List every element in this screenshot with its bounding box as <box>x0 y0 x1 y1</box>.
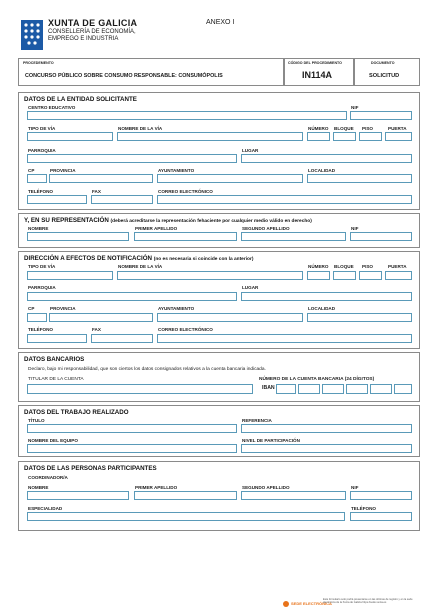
iban-input[interactable] <box>276 384 296 394</box>
not-piso-input[interactable] <box>359 271 382 280</box>
nombre-equipo-input[interactable] <box>27 444 237 453</box>
especialidad-input[interactable] <box>27 512 345 521</box>
piso-input[interactable] <box>359 132 382 141</box>
nombre-equipo-label: NOMBRE DEL EQUIPO <box>28 438 78 443</box>
not-cp-label: CP <box>28 306 35 311</box>
localidad-input[interactable] <box>307 174 412 183</box>
rep-apellido2-label: SEGUNDO APELLIDO <box>242 226 290 231</box>
part-telefono-label: TELÉFONO <box>351 506 377 511</box>
not-parroquia-label: PARROQUIA <box>28 285 56 290</box>
parroquia-label: PARROQUIA <box>28 148 56 153</box>
xunta-emblem-icon <box>21 20 43 50</box>
rep-apellido1-label: PRIMER APELLIDO <box>135 226 178 231</box>
parroquia-input[interactable] <box>27 154 237 163</box>
tipo-via-input[interactable] <box>27 132 113 141</box>
applicant-title: DATOS DE LA ENTIDAD SOLICITANTE <box>24 96 137 103</box>
part-apellido1-label: PRIMER APELLIDO <box>135 485 178 490</box>
centro-label: CENTRO EDUCATIVO <box>28 105 76 110</box>
account-dc-input[interactable] <box>346 384 368 394</box>
account-number-label: NÚMERO DE LA CUENTA BANCARIA (24 DÍGITOS) <box>259 377 375 382</box>
not-telefono-label: TELÉFONO <box>28 327 54 332</box>
referencia-label: REFERENCIA <box>242 418 272 423</box>
not-parroquia-input[interactable] <box>27 292 237 301</box>
part-nif-input[interactable] <box>350 491 412 500</box>
part-nombre-input[interactable] <box>27 491 129 500</box>
telefono-input[interactable] <box>27 195 87 204</box>
nivel-label: NIVEL DE PARTICIPACIÓN <box>242 438 300 443</box>
procedure-box <box>18 58 284 86</box>
tipo-via-label: TIPO DE VÍA <box>28 126 56 131</box>
bloque-label: BLOQUE <box>334 126 354 131</box>
puerta-label: PUERTA <box>388 126 407 131</box>
correo-label: CORREO ELECTRÓNICO <box>158 189 213 194</box>
not-numero-label: NÚMERO <box>308 264 329 269</box>
not-puerta-label: PUERTA <box>388 264 407 269</box>
nif-input[interactable] <box>350 111 412 120</box>
rep-nombre-label: NOMBRE <box>28 226 49 231</box>
not-lugar-label: LUGAR <box>242 285 259 290</box>
rep-nif-label: NIF <box>351 226 359 231</box>
not-puerta-input[interactable] <box>385 271 412 280</box>
iban-label: IBAN <box>262 385 275 391</box>
ayuntamiento-input[interactable] <box>157 174 303 183</box>
rep-nombre-input[interactable] <box>27 232 129 241</box>
part-apellido1-input[interactable] <box>134 491 237 500</box>
not-localidad-label: LOCALIDAD <box>308 306 336 311</box>
representative-title <box>24 217 312 224</box>
cp-label: CP <box>28 168 35 173</box>
lugar-input[interactable] <box>241 154 412 163</box>
footer-note: Este formulario solo podrá presentarse en las oficinas de registro y en la sede electrónica de la Xunta de Galicia https://sede.xunta.es <box>323 598 413 605</box>
not-piso-label: PISO <box>362 264 373 269</box>
not-lugar-input[interactable] <box>241 292 412 301</box>
not-correo-label: CORREO ELECTRÓNICO <box>158 327 213 332</box>
referencia-input[interactable] <box>241 424 412 433</box>
not-ayuntamiento-input[interactable] <box>157 313 303 322</box>
account-block-input[interactable] <box>370 384 392 394</box>
document-value: SOLICITUD <box>369 73 400 79</box>
rep-apellido1-input[interactable] <box>134 232 237 241</box>
procedure-label: PROCEDEMENTO <box>23 61 54 65</box>
notification-title-text: DIRECCIÓN A EFECTOS DE NOTIFICACIÓN <box>24 255 152 262</box>
centro-input[interactable] <box>27 111 347 120</box>
notification-title <box>24 255 253 262</box>
nombre-via-input[interactable] <box>117 132 303 141</box>
nif-label: NIF <box>351 105 359 110</box>
fax-label: FAX <box>92 189 101 194</box>
account-entity-input[interactable] <box>298 384 320 394</box>
org-name: XUNTA DE GALICIA <box>48 18 138 28</box>
procedure-value: CONCURSO PÚBLICO SOBRE CONSUMO RESPONSABLE: CONSUMÓPOLIS <box>25 73 223 79</box>
puerta-input[interactable] <box>385 132 412 141</box>
part-telefono-input[interactable] <box>350 512 412 521</box>
not-bloque-input[interactable] <box>333 271 356 280</box>
sede-electronica-icon <box>283 601 289 607</box>
telefono-label: TELÉFONO <box>28 189 54 194</box>
bloque-input[interactable] <box>333 132 356 141</box>
not-tipo-via-label: TIPO DE VÍA <box>28 264 56 269</box>
not-provincia-label: PROVINCIA <box>50 306 76 311</box>
document-label: DOCUMENTO <box>371 61 395 65</box>
bank-declaration: Declaro, bajo mi responsabilidad, que son ciertos los datos consignados relativos a la cuenta bancaria indicada. <box>28 367 266 372</box>
not-nombre-via-label: NOMBRE DE LA VÍA <box>118 264 163 269</box>
not-ayuntamiento-label: AYUNTAMIENTO <box>158 306 195 311</box>
not-tipo-via-input[interactable] <box>27 271 113 280</box>
not-fax-label: FAX <box>92 327 101 332</box>
not-provincia-input[interactable] <box>49 313 153 322</box>
account-office-input[interactable] <box>322 384 344 394</box>
nombre-via-label: NOMBRE DE LA VÍA <box>118 126 163 131</box>
document-box <box>354 58 420 86</box>
numero-input[interactable] <box>307 132 330 141</box>
code-label: CÓDIGO DEL PROCEDIMIENTO <box>288 61 342 65</box>
lugar-label: LUGAR <box>242 148 259 153</box>
provincia-label: PROVINCIA <box>50 168 76 173</box>
not-telefono-input[interactable] <box>27 334 87 343</box>
nivel-input[interactable] <box>241 444 412 453</box>
piso-label: PISO <box>362 126 373 131</box>
not-correo-input[interactable] <box>157 334 412 343</box>
work-title: DATOS DEL TRABAJO REALIZADO <box>24 409 129 416</box>
titulo-input[interactable] <box>27 424 237 433</box>
applicant-section <box>18 92 420 210</box>
coordinador-label: COORDINADOR/A <box>28 475 68 480</box>
ministry-line-1: CONSELLERÍA DE ECONOMÍA, <box>48 29 136 35</box>
bank-title: DATOS BANCARIOS <box>24 356 85 363</box>
participants-title: DATOS DE LAS PERSONAS PARTICIPANTES <box>24 465 157 472</box>
part-apellido2-input[interactable] <box>241 491 346 500</box>
not-bloque-label: BLOQUE <box>334 264 354 269</box>
representative-title-text: Y, EN SU REPRESENTACIÓN <box>24 217 109 224</box>
not-localidad-input[interactable] <box>307 313 412 322</box>
localidad-label: LOCALIDAD <box>308 168 336 173</box>
not-nombre-via-input[interactable] <box>117 271 303 280</box>
especialidad-label: ESPECIALIDAD <box>28 506 63 511</box>
annex-label: ANEXO I <box>206 19 235 26</box>
not-cp-input[interactable] <box>27 313 47 322</box>
ayuntamiento-label: AYUNTAMIENTO <box>158 168 195 173</box>
part-apellido2-label: SEGUNDO APELLIDO <box>242 485 290 490</box>
code-value: IN114A <box>302 70 333 80</box>
account-last-input[interactable] <box>394 384 412 394</box>
titular-label: TITULAR DE LA CUENTA <box>28 377 84 382</box>
cp-input[interactable] <box>27 174 47 183</box>
fax-input[interactable] <box>91 195 153 204</box>
notification-subtitle: (no es necesaria si coincide con la anterior) <box>153 257 254 262</box>
not-numero-input[interactable] <box>307 271 330 280</box>
part-nif-label: NIF <box>351 485 359 490</box>
part-nombre-label: NOMBRE <box>28 485 49 490</box>
ministry-line-2: EMPREGO E INDUSTRIA <box>48 36 119 42</box>
rep-apellido2-input[interactable] <box>241 232 346 241</box>
code-box <box>284 58 354 86</box>
not-fax-input[interactable] <box>91 334 153 343</box>
sede-electronica-label: SEDE ELECTRÓNICA <box>291 601 332 606</box>
representative-subtitle: (deberá acreditarse la representación fehaciente por cualquier medio válido en derecho) <box>110 219 312 224</box>
provincia-input[interactable] <box>49 174 153 183</box>
rep-nif-input[interactable] <box>350 232 412 241</box>
correo-input[interactable] <box>157 195 412 204</box>
xunta-logo <box>21 20 43 50</box>
titulo-label: TÍTULO <box>28 418 45 423</box>
titular-input[interactable] <box>27 384 253 394</box>
numero-label: NÚMERO <box>308 126 329 131</box>
